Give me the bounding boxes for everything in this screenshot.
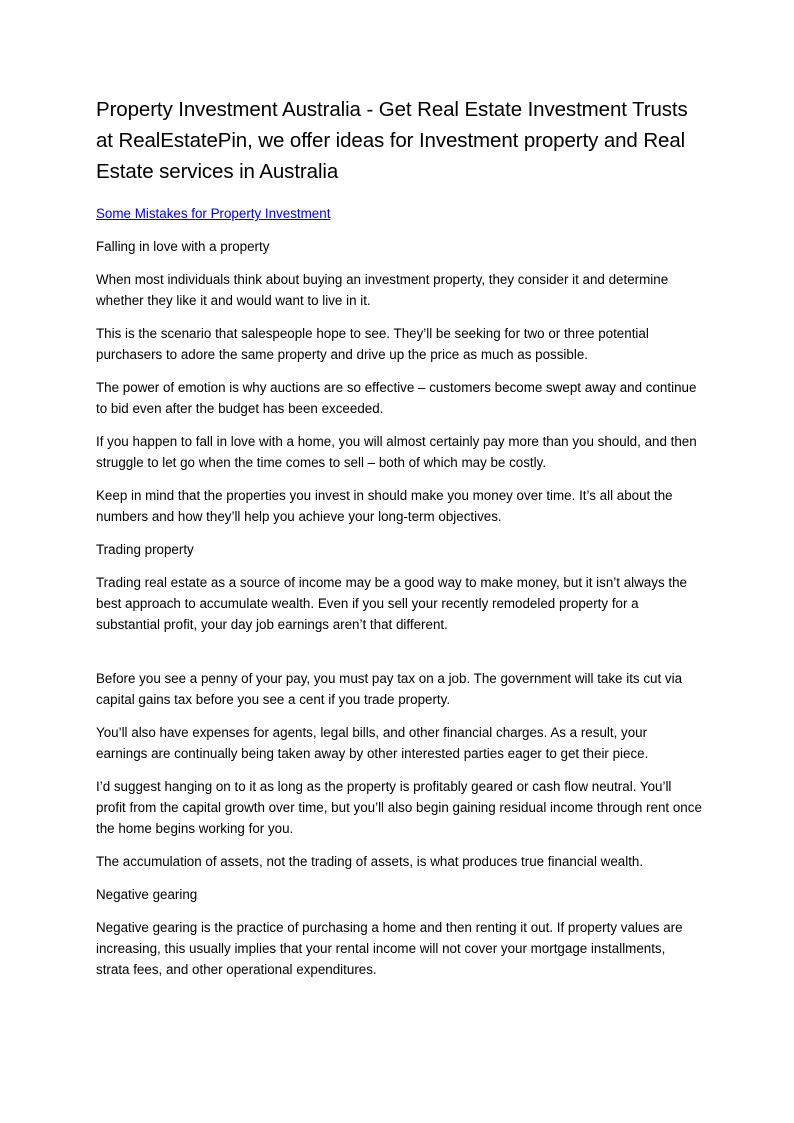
paragraph: Trading real estate as a source of income may be a good way to make money, but it isn’t always the best approach to accumulate wealth. Even if you sell your recently remodeled property for a substantial profit, your day job earnings aren’t that different. bbox=[96, 575, 687, 632]
paragraph: I’d suggest hanging on to it as long as the property is profitably geared or cash flow neutral. You’ll profit from the capital growth over time, but you’ll also begin gaining residual income through rent once the home begins working for you. bbox=[96, 779, 702, 836]
paragraph: This is the scenario that salespeople hope to see. They’ll be seeking for two or three potential purchasers to adore the same property and drive up the price as much as possible. bbox=[96, 326, 649, 362]
document-page bbox=[96, 94, 702, 992]
heading-negative-gearing: Negative gearing bbox=[96, 887, 198, 902]
paragraph: Keep in mind that the properties you invest in should make you money over time. It’s all about the numbers and how they’ll help you achieve your long-term objectives. bbox=[96, 488, 673, 524]
page-title: Property Investment Australia - Get Real Estate Investment Trusts at RealEstatePin, we offer ideas for Investment property and Real Estate services in Australia bbox=[96, 98, 688, 183]
paragraph: You’ll also have expenses for agents, legal bills, and other financial charges. As a result, your earnings are continually being taken away by other interested parties eager to get their piece. bbox=[96, 725, 649, 761]
paragraph: Negative gearing is the practice of purchasing a home and then renting it out. If property values are increasing, this usually implies that your rental income will not cover your mortgage installments, strata fees, and other operational expenditures. bbox=[96, 920, 683, 977]
paragraph: The power of emotion is why auctions are so effective – customers become swept away and continue to bid even after the budget has been exceeded. bbox=[96, 380, 697, 416]
heading-falling-in-love: Falling in love with a property bbox=[96, 239, 270, 254]
paragraph: When most individuals think about buying an investment property, they consider it and determine whether they like it and would want to live in it. bbox=[96, 272, 669, 308]
paragraph: If you happen to fall in love with a home, you will almost certainly pay more than you should, and then struggle to let go when the time comes to sell – both of which may be costly. bbox=[96, 434, 697, 470]
mistakes-link[interactable]: Some Mistakes for Property Investment bbox=[96, 206, 331, 221]
heading-trading-property: Trading property bbox=[96, 542, 194, 557]
paragraph: The accumulation of assets, not the trading of assets, is what produces true financial wealth. bbox=[96, 854, 644, 869]
paragraph: Before you see a penny of your pay, you must pay tax on a job. The government will take its cut via capital gains tax before you see a cent if you trade property. bbox=[96, 671, 683, 707]
blank-line bbox=[96, 647, 702, 668]
